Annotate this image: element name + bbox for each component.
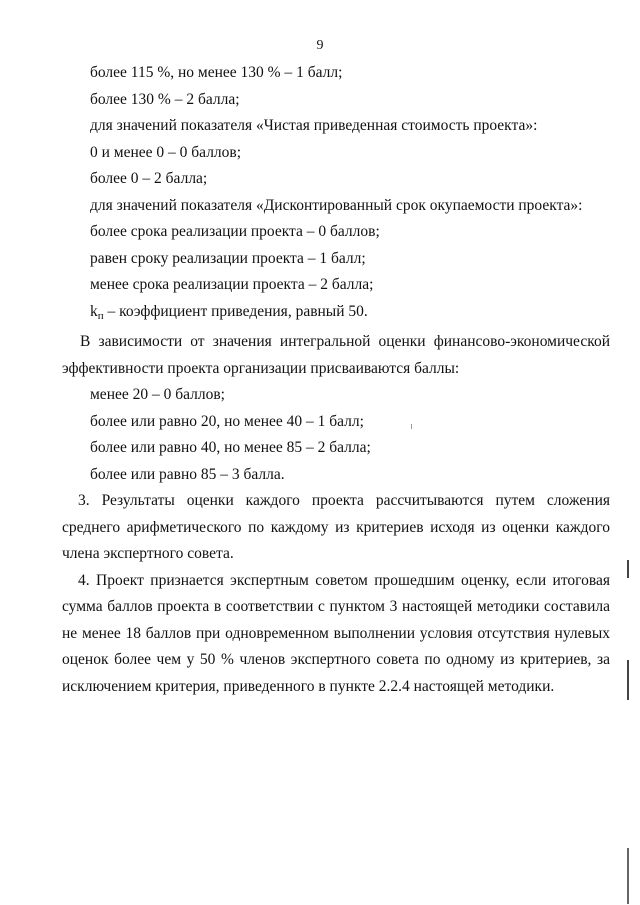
text-line: для значений показателя «Дисконтированный срок окупаемости проекта»: [90, 196, 583, 214]
integral-line: более или равно 40, но менее 85 – 2 балла; [90, 439, 371, 456]
text-line: более 0 – 2 балла; [90, 170, 208, 187]
text-line: более 130 % – 2 балла; [90, 90, 240, 108]
text-line: для значений показателя «Чистая приведенная стоимость проекта»: [90, 117, 538, 134]
coefficient-description: – коэффициент приведения, равный 50. [103, 302, 368, 320]
text-line: менее срока реализации проекта – 2 балла; [90, 276, 374, 293]
scan-edge-mark [627, 660, 629, 700]
paragraph-3: 3. Результаты оценки каждого проекта рассчитываются путем сложения среднего арифметического по каждому из критериев исходя из оценки каждого члена экспертного совета. [62, 492, 610, 562]
text-line: более 115 %, но менее 130 % – 1 балл; [90, 64, 343, 81]
scan-edge-mark [627, 560, 629, 578]
integral-line: более или равно 85 – 3 балла. [90, 465, 285, 483]
coefficient-subscript: п [97, 309, 104, 322]
text-line: более срока реализации проекта – 0 баллов; [90, 223, 380, 240]
coefficient-symbol: k [90, 302, 98, 320]
scan-speck [411, 424, 412, 429]
document-body [62, 60, 610, 700]
paragraph-integral: В зависимости от значения интегральной оценки финансово-экономической эффективности проекта организации присваиваются баллы: [62, 333, 610, 377]
text-line: 0 и менее 0 – 0 баллов; [90, 143, 242, 161]
text-line: равен сроку реализации проекта – 1 балл; [90, 249, 366, 267]
coefficient-line [90, 299, 610, 330]
scan-edge-mark [627, 848, 629, 904]
integral-line: менее 20 – 0 баллов; [90, 386, 225, 403]
integral-line: более или равно 20, но менее 40 – 1 балл; [90, 412, 364, 430]
page-number: 9 [316, 38, 324, 53]
paragraph-4: 4. Проект признается экспертным советом прошедшим оценку, если итоговая сумма баллов проекта в соответствии с пунктом 3 настоящей методики составила не менее 18 баллов при одновременном выполнении условия отсутствия нулевых оценок более чем у 50 % членов экспертного совета по одному из критериев, за исключением критерия, приведенного в пункте 2.2.4 настоящей методики. [62, 571, 610, 695]
